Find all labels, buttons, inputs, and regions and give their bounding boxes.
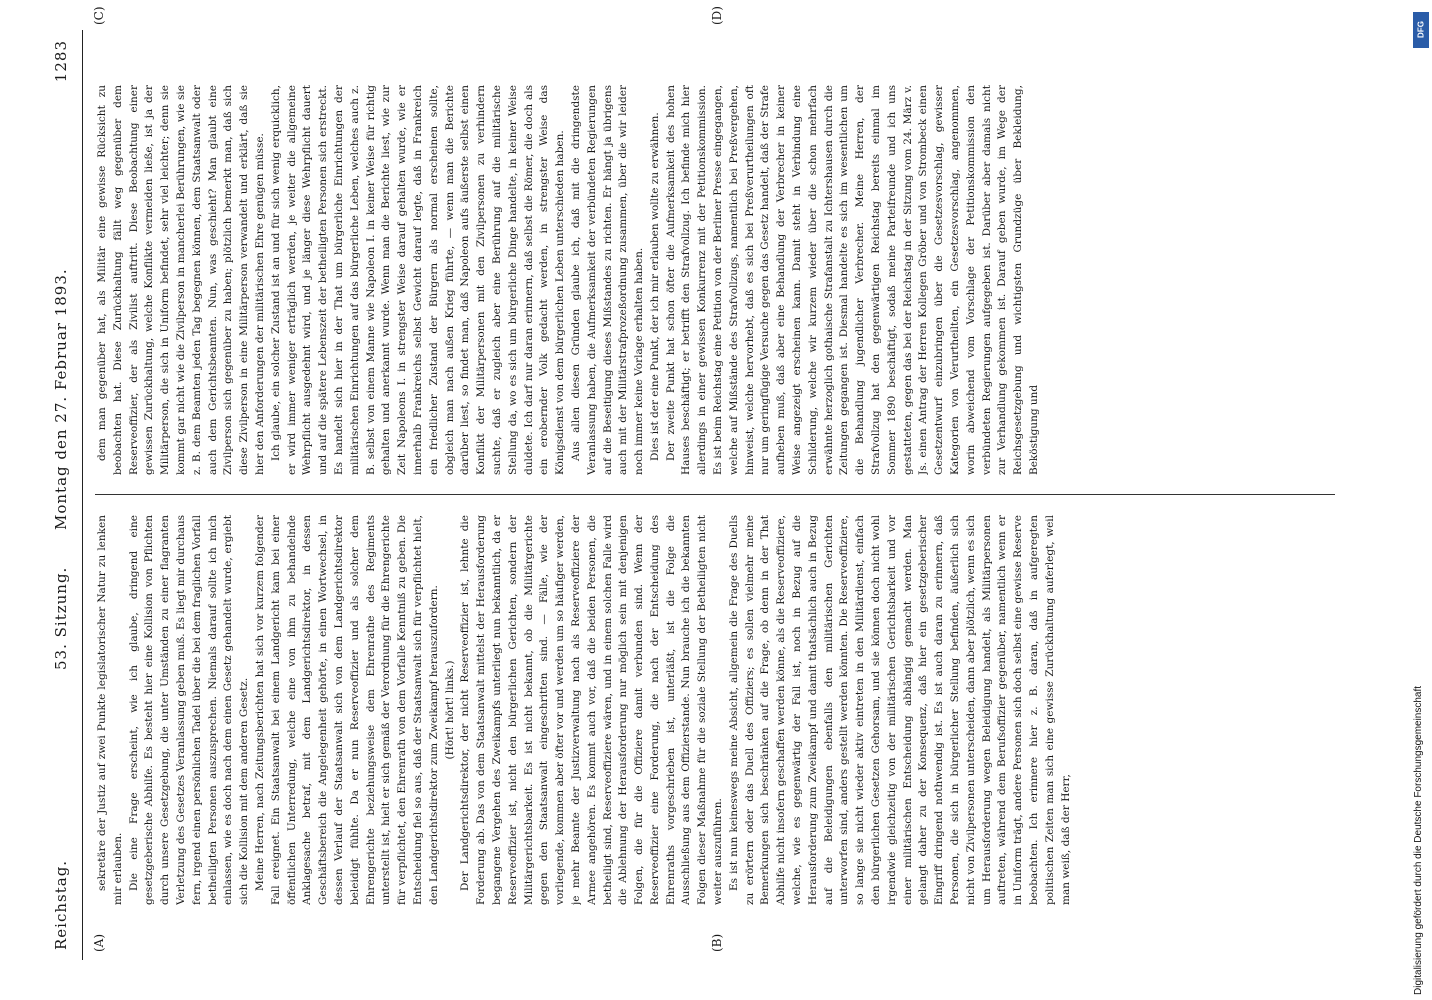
header-session: 53. Sitzung. — [52, 566, 70, 670]
funding-note: Digitalisierung gefördert durch die Deutsche Forschungsgemeinschaft — [1413, 685, 1424, 995]
column-divider — [95, 494, 1335, 495]
dfg-logo-text: DFG — [1416, 21, 1426, 38]
paragraph: Meine Herren, nach Zeitungsberichten hat sich vor kurzem folgender Fall ereignet. Ein Staatsanwalt bei einem Landgericht kam bei einer öffentlichen Unterredung, welche eine von ihm zu behandelnde Anklagesache betraf, mit dem Landgerichtsdirektor, in dessen Geschäftsbereich die Angelegenheit gehörte, in einen Wortwechsel, in dessen Verlauf der Staatsanwalt sich von dem Landgerichtsdirektor beleidigt fühlte. Da er nun Reserveoffizier und als solcher dem Ehrengerichte beziehungsweise dem Ehrenrathe des Regiments unterstellt ist, hielt er sich gemäß der Verordnung für die Ehrengerichte für verpflichtet, den Ehrenrath von dem Vorfalle Kenntniß zu geben. Die Entscheidung fiel so aus, daß der Staatsanwalt sich für verpflichtet hielt, den Landgerichtsdirektor zum Zweikampf herauszufordern. — [253, 515, 440, 905]
paragraph: Es ist nun keineswegs meine Absicht, allgemein die Frage des Duells zu erörtern oder das Duell des Offiziers; es sollen vielmehr meine Bemerkungen sich beschränken auf die Frage, ob denn in der That Abhilfe nicht insofern geschaffen werden könne, als die Reserveoffiziere, welche, wie es gegenwärtig der Fall ist, noch in Bezug auf die Herausforderung zum Zweikampf und damit thatsächlich auch in Bezug auf die Beleidigungen ebenfalls den militärischen Gerichten unterworfen sind, anders gestellt werden könnten. Die Reserveoffiziere, so lange sie nicht wieder aktiv eintreten in den Militärdienst, einfach den bürgerlichen Gesetzen Gehorsam, und sie können doch nicht wohl irgendwie gleichzeitig von der militärischen Gerichtsbarkeit und vor einer militärischen Entscheidung abhängig gemacht werden. Man gelangt daher zu der Konsequenz, daß hier ein gesetzgeberischer Eingriff dringend nothwendig ist. Es ist auch daran zu erinnern, daß Personen, die sich in bürgerlicher Stellung befinden, äußerlich sich nicht von Zivilpersonen unterscheiden, dann aber plötzlich, wenn es sich um Herausforderung wegen Beleidigung handelt, als Militärpersonen auftreten, während dem Berufsoffizier gegenüber, namentlich wenn er in Uniform trägt, andere Personen sich doch selbst eine gewisse Reserve beobachten. Ich erinnere hier z. B. daran, daß in aufgeregten politischen Zeiten man sich eine gewisse Zurückhaltung auferlegt, weil man weiß, daß der Herr, — [727, 515, 1072, 905]
margin-marker-b: (B) — [710, 933, 724, 952]
margin-marker-d: (D) — [710, 6, 724, 25]
paragraph: dem man gegenüber hat, als Militär eine gewisse Rücksicht zu beobachten hat. Diese Zurückhaltung fällt weg gegenüber dem Reserveoffizier, der als Zivilist auftritt. Diese Beobachtung einer gewissen Zurückhaltung, welche Konflikte vermeiden ließe, ist ja der Militärperson, die sich in Uniform befindet, sehr viel leichter; denn sie kommt gar nicht wie die Zivilperson in mancherlei Berührungen, wie sie z. B. dem Beamten jeden Tag begegnen können, dem Staatsanwalt oder auch dem Gerichtsbeamten. Nun, was geschieht? Man glaubt eine Zivilperson sich gegenüber zu haben; plötzlich bemerkt man, daß sich diese Zivilperson in eine Militärperson verwandelt und erklärt, daß sie hier den Anforderungen der militärischen Ehre genügen müsse. — [96, 85, 266, 475]
paragraph: Ich glaube, ein solcher Zustand ist an und für sich wenig erquicklich, er wird immer weniger erträglich werden, je weiter die allgemeine Wehrpflicht ausgedehnt wird, und je länger diese Wehrpflicht dauert und auf die spätere Lebenszeit der betheiligten Personen sich erstreckt. Es handelt sich hier in der That um bürgerliche Einrichtungen der militärischen Einrichtungen auf das bürgerliche Leben, welches auch z. B. selbst von einem Manne wie Napoleon I. in keiner Weise für richtig gehalten und anerkannt wurde. Wenn man die Berichte liest, wie zur Zeit Napoleons I. in strengster Weise darauf gehalten wurde, wie er innerhalb Frankreichs selbst Gewicht darauf legte, daß in Frankreich ein friedlicher Zustand der Bürgern als normal erscheinen sollte, obgleich man nach außen Krieg führte, — wenn man die Berichte darüber liest, so findet man, daß Napoleon aufs äußerste selbst einen Konflikt der Militärpersonen mit den Zivilpersonen zu verhindern suchte, daß er zugleich aber eine Berührung auf die militärische Stellung da, wo es sich um bürgerliche Dinge handelte, in keiner Weise duldete. Ich darf nur daran erinnern, daß selbst die Römer, die doch als ein erobernder Volk gedacht werden, in strengster Weise das Königsdienst von dem bürgerlichen Leben unterschieden haben. — [269, 85, 567, 475]
paragraph: Aus allen diesen Gründen glaube ich, daß mit die dringendste Veranlassung haben, die Aufmerksamkeit der verbündeten Regierungen auf die Beseitigung dieses Mißstandes zu richten. Er hängt ja übrigens auch mit der Militärstrafprozeßordnung zusammen, über die wir leider noch immer keine Vorlage erhalten haben. — [569, 85, 646, 475]
header-parliament: Reichstag. — [52, 859, 70, 950]
side-note — [1410, 30, 1430, 1000]
margin-marker-c: (C) — [92, 6, 106, 25]
margin-marker-a: (A) — [92, 933, 106, 952]
paragraph: Der zweite Punkt hat schon öfter die Aufmerksamkeit des hohen Hauses beschäftigt; er betrifft den Strafvollzug. Ich befinde mich hier allerdings in einer gewissen Konkurrenz mit der Petitionskommission. Es ist beim Reichstag eine Petition von der Berliner Presse eingegangen, welche auf Mißstände des Strafvollzugs, namentlich bei Preßvergehen, hinweist, welche hervorhebt, daß es sich bei Preßverurtheilungen oft nur um geringfügige Versuche gegen das Gesetz handelt, daß der Strafe aufheben muß, daß aber eine Behandlung der Verbrecher in keiner Weise angezeigt erscheinen kann. Damit steht in Verbindung eine Schilderung, welche wir kurzem wieder über die schon mehrfach erwähnte herzoglich gothaische Strafanstalt zu Ichtershausen durch die Zeitungen gegangen ist. Diesmal handelte es sich im wesentlichen um die Behandlung jugendlicher Verbrecher. Meine Herren, der Strafvollzug hat den gegenwärtigen Reichstag bereits einmal im Sommer 1890 beschäftigt, sodaß meine Parteifreunde und ich uns gestatteten, gegen das bei der Reichstag in der Sitzung vom 24. März v. Js. einen Antrag der Herren Kollegen Gröber und von Strombeck einen Gesetzentwurf einzubringen über die Gesetzesvorschlag, gewisser Kategorien von Verurtheilten, ein Gesetzesvorschlag, angenommen, worin abweichend vom Vorschlage der Petitionskommission den verbündeten Regierungen aufgegeben ist. Darüber aber damals nicht zur Verhandlung gekommen ist. Darauf geben wurde, im Wege der Reichsgesetzgebung und wichtigsten Grundzüge über Bekleidung, Beköstigung und — [664, 85, 1041, 475]
paragraph: sekretäre der Justiz auf zwei Punkte legislatorischer Natur zu lenken mir erlauben. — [96, 515, 124, 905]
text-column-right — [95, 85, 1340, 475]
header-page-number: 1283 — [52, 40, 70, 83]
interjection: (Hört! hört! links.) — [443, 660, 456, 760]
header-rule — [82, 30, 83, 960]
text-column-left — [95, 515, 1340, 905]
header-date: Montag den 27. Februar 1893. — [52, 268, 70, 530]
paragraph: Die eine Frage erscheint, wie ich glaube, dringend eine gesetzgeberische Abhilfe. Es besteht hier eine Kollision von Pflichten durch unsere Gesetzgebung, die unter Umständen zu einer flagranten Verletzung des Gesetzes Veranlassung geben muß. Es liegt mir durchaus fern, irgend einen persönlichen Tadel über die bei dem fraglichen Vorfall betheiligten Personen auszusprechen. Niemals darauf sollte ich mich einlassen, wie es doch nach dem einen Gesetz gehandelt wurde, ergiebt sich die Kollision mit dem anderen Gesetz. — [127, 515, 251, 905]
paragraph: Dies ist der eine Punkt, der ich mir erlauben wollte zu erwähnen. — [648, 112, 661, 461]
paragraph: Der Landgerichtsdirektor, der nicht Reserveoffizier ist, lehnte die Forderung ab. Das von dem Staatsanwalt mittelst der Herausforderung begangene Vergehen des Zweikampfs unterliegt nun bekanntlich, da er Reserveoffizier ist, nicht den bürgerlichen Gerichten, sondern der Militärgerichtsbarkeit. Es ist nicht bekannt, ob die Militärgerichte gegen den Staatsanwalt eingeschritten sind. — Fälle, wie der vorliegende, kommen aber öfter vor und werden um so häufiger werden, je mehr Beamte der Justizverwaltung nach als Reserveoffiziere der Armee angehören. Es kommt auch vor, daß die beiden Personen, die betheiligt sind, Reserveoffiziere wären, und in einem solchen Falle wird die Ablehnung der Herausforderung nur möglich sein mit denjenigen Folgen, die für die Offiziere damit verbunden sind. Wenn der Reserveoffizier eine Forderung, die nach der Entscheidung des Ehrenraths vorgeschrieben ist, unterläßt, ist die Folge die Ausschließung aus dem Offizierstande. Nun brauche ich die bekannten Folgen dieser Maßnahme für die soziale Stellung der Betheiligten nicht weiter auszuführen. — [459, 515, 725, 905]
page-header — [52, 30, 82, 970]
